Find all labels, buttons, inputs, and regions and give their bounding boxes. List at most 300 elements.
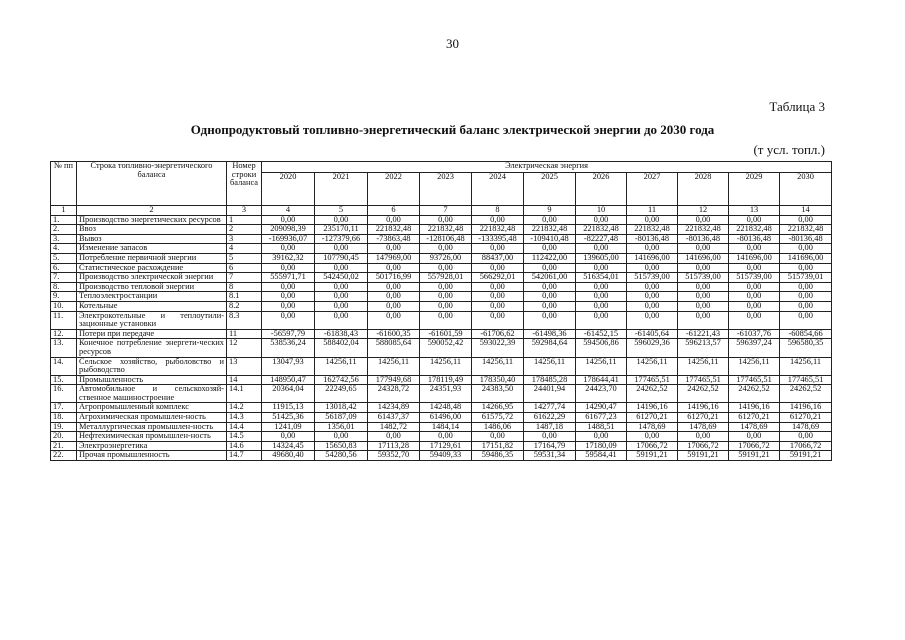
header-year: 2023 <box>420 173 472 206</box>
row-value: 542061,00 <box>524 273 576 283</box>
row-value: -61452,15 <box>576 329 627 339</box>
row-name: Сельское хозяйство, рыболовство и рыбоводство <box>77 357 227 375</box>
row-value: 112422,00 <box>524 253 576 263</box>
row-value: 0,00 <box>627 263 678 273</box>
row-value: 17113,28 <box>368 441 420 451</box>
row-number: 1. <box>51 215 77 225</box>
row-value: 0,00 <box>524 282 576 292</box>
row-value: 59191,21 <box>729 451 780 461</box>
table-row <box>51 413 832 423</box>
row-value: 1482,72 <box>368 422 420 432</box>
row-value: 1478,69 <box>780 422 832 432</box>
row-value: 221832,48 <box>729 225 780 235</box>
row-value: 24262,52 <box>780 385 832 403</box>
row-value: 24328,72 <box>368 385 420 403</box>
row-value: 17066,72 <box>780 441 832 451</box>
header-group: Электрическая энергия <box>262 162 832 173</box>
row-value: 0,00 <box>627 215 678 225</box>
row-name: Металлургическая промышлен-ность <box>77 422 227 432</box>
row-value: 0,00 <box>627 432 678 442</box>
table-row <box>51 403 832 413</box>
table-row <box>51 225 832 235</box>
row-value: 59191,21 <box>678 451 729 461</box>
column-index: 3 <box>227 206 262 216</box>
column-index: 10 <box>576 206 627 216</box>
row-value: -73863,48 <box>368 234 420 244</box>
row-value: 0,00 <box>315 301 368 311</box>
row-code: 5 <box>227 253 262 263</box>
row-value: -80136,48 <box>678 234 729 244</box>
row-value: 178350,40 <box>472 375 524 385</box>
table-row <box>51 357 832 375</box>
header-year: 2026 <box>576 173 627 206</box>
energy-balance-table <box>50 161 832 461</box>
row-number: 13. <box>51 339 77 357</box>
row-value: 17164,79 <box>524 441 576 451</box>
row-value: 221832,48 <box>576 225 627 235</box>
row-value: 594506,86 <box>576 339 627 357</box>
row-value: 0,00 <box>780 311 832 329</box>
row-number: 3. <box>51 234 77 244</box>
row-name: Конечное потребление энергети-ческих ресурсов <box>77 339 227 357</box>
row-value: 0,00 <box>678 301 729 311</box>
row-value: 566292,01 <box>472 273 524 283</box>
row-code: 7 <box>227 273 262 283</box>
row-value: 0,00 <box>627 282 678 292</box>
row-value: 1478,69 <box>729 422 780 432</box>
row-value: 0,00 <box>576 215 627 225</box>
row-value: 0,00 <box>678 215 729 225</box>
row-value: 22249,65 <box>315 385 368 403</box>
row-value: 61270,21 <box>729 413 780 423</box>
column-index: 12 <box>678 206 729 216</box>
table-row <box>51 375 832 385</box>
row-value: 0,00 <box>576 301 627 311</box>
row-code: 2 <box>227 225 262 235</box>
row-number: 6. <box>51 263 77 273</box>
header-year: 2025 <box>524 173 576 206</box>
row-value: 0,00 <box>420 292 472 302</box>
row-value: 39162,32 <box>262 253 315 263</box>
row-value: -109410,48 <box>524 234 576 244</box>
row-value: 542450,02 <box>315 273 368 283</box>
row-name: Потребление первичной энергии <box>77 253 227 263</box>
document-title: Однопродуктовый топливно-энергетический баланс электрической энергии до 2030 года <box>190 122 715 137</box>
row-value: 59409,33 <box>420 451 472 461</box>
row-name: Вывоз <box>77 234 227 244</box>
column-index: 5 <box>315 206 368 216</box>
row-value: 24383,50 <box>472 385 524 403</box>
row-value: 0,00 <box>472 263 524 273</box>
row-code: 14.2 <box>227 403 262 413</box>
table-row <box>51 244 832 254</box>
table-row <box>51 282 832 292</box>
row-value: 516354,01 <box>576 273 627 283</box>
row-number: 20. <box>51 432 77 442</box>
row-value: 0,00 <box>472 301 524 311</box>
row-value: 14196,16 <box>780 403 832 413</box>
row-value: 14196,16 <box>729 403 780 413</box>
row-value: 209098,39 <box>262 225 315 235</box>
column-index: 7 <box>420 206 472 216</box>
row-value: 139605,00 <box>576 253 627 263</box>
row-value: 0,00 <box>678 244 729 254</box>
row-name: Нефтехимическая промышлен-ность <box>77 432 227 442</box>
row-value: -82227,48 <box>576 234 627 244</box>
row-value: 221832,48 <box>472 225 524 235</box>
row-value: 0,00 <box>262 292 315 302</box>
row-value: 17066,72 <box>678 441 729 451</box>
row-value: 501716,99 <box>368 273 420 283</box>
row-value: 0,00 <box>472 215 524 225</box>
row-number: 15. <box>51 375 77 385</box>
row-value: 14196,16 <box>627 403 678 413</box>
row-number: 14. <box>51 357 77 375</box>
row-value: 0,00 <box>627 244 678 254</box>
header-year: 2020 <box>262 173 315 206</box>
row-value: 14290,47 <box>576 403 627 413</box>
row-number: 17. <box>51 403 77 413</box>
table-row <box>51 385 832 403</box>
row-value: 0,00 <box>262 215 315 225</box>
row-name: Производство тепловой энергии <box>77 282 227 292</box>
row-value: 0,00 <box>420 432 472 442</box>
row-value: 17066,72 <box>729 441 780 451</box>
header-row-code: Номер строки баланса <box>227 162 262 206</box>
row-code: 8.3 <box>227 311 262 329</box>
row-value: 0,00 <box>262 301 315 311</box>
row-value: 178644,41 <box>576 375 627 385</box>
table-row <box>51 451 832 461</box>
row-number: 9. <box>51 292 77 302</box>
row-value: 178485,28 <box>524 375 576 385</box>
row-value: -61706,62 <box>472 329 524 339</box>
row-value: 14256,11 <box>780 357 832 375</box>
row-value: -80136,48 <box>780 234 832 244</box>
row-value: 14196,16 <box>678 403 729 413</box>
row-value: 0,00 <box>262 282 315 292</box>
row-code: 14.3 <box>227 413 262 423</box>
row-name: Статистическое расхождение <box>77 263 227 273</box>
row-value: 0,00 <box>315 263 368 273</box>
table-row <box>51 441 832 451</box>
row-value: 141696,00 <box>678 253 729 263</box>
row-name: Теплоэлектростанции <box>77 292 227 302</box>
row-value: 59531,34 <box>524 451 576 461</box>
row-value: 177949,68 <box>368 375 420 385</box>
table-row <box>51 292 832 302</box>
row-name: Агропромышленный комплекс <box>77 403 227 413</box>
row-value: 588085,64 <box>368 339 420 357</box>
row-value: 14256,11 <box>729 357 780 375</box>
row-value: 515739,01 <box>780 273 832 283</box>
row-value: 221832,48 <box>780 225 832 235</box>
units-label: (т усл. топл.) <box>753 142 825 157</box>
row-value: 61677,23 <box>576 413 627 423</box>
row-value: 51425,36 <box>262 413 315 423</box>
row-value: 0,00 <box>678 292 729 302</box>
row-value: -56597,79 <box>262 329 315 339</box>
row-name: Электрокотельные и теплоутили-зационные установки <box>77 311 227 329</box>
row-code: 14.6 <box>227 441 262 451</box>
row-value: 515739,00 <box>627 273 678 283</box>
row-value: 0,00 <box>729 311 780 329</box>
row-value: 24351,93 <box>420 385 472 403</box>
row-value: 59486,35 <box>472 451 524 461</box>
row-value: -61600,35 <box>368 329 420 339</box>
row-value: 14256,11 <box>524 357 576 375</box>
table-row <box>51 329 832 339</box>
table-row <box>51 339 832 357</box>
row-value: 596029,36 <box>627 339 678 357</box>
row-value: 24262,52 <box>678 385 729 403</box>
row-value: 141696,00 <box>627 253 678 263</box>
row-value: 588402,04 <box>315 339 368 357</box>
row-value: 0,00 <box>729 282 780 292</box>
column-index: 9 <box>524 206 576 216</box>
row-name: Прочая промышленность <box>77 451 227 461</box>
row-value: 0,00 <box>576 244 627 254</box>
row-value: 0,00 <box>315 282 368 292</box>
row-name: Ввоз <box>77 225 227 235</box>
row-value: 59191,21 <box>627 451 678 461</box>
row-code: 8 <box>227 282 262 292</box>
row-value: 17066,72 <box>627 441 678 451</box>
row-value: 17129,61 <box>420 441 472 451</box>
row-value: 148950,47 <box>262 375 315 385</box>
row-value: 0,00 <box>780 301 832 311</box>
row-value: 0,00 <box>729 432 780 442</box>
row-value: 0,00 <box>315 244 368 254</box>
row-value: 0,00 <box>678 263 729 273</box>
row-name: Агрохимическая промышлен-ность <box>77 413 227 423</box>
row-value: 0,00 <box>576 311 627 329</box>
row-value: 221832,48 <box>420 225 472 235</box>
row-code: 8.2 <box>227 301 262 311</box>
row-number: 7. <box>51 273 77 283</box>
row-name: Промышленность <box>77 375 227 385</box>
row-value: 147969,00 <box>368 253 420 263</box>
row-value: 56187,09 <box>315 413 368 423</box>
row-number: 5. <box>51 253 77 263</box>
row-value: 0,00 <box>780 215 832 225</box>
row-code: 12 <box>227 339 262 357</box>
row-value: 61270,21 <box>627 413 678 423</box>
row-value: 0,00 <box>678 311 729 329</box>
row-name: Котельные <box>77 301 227 311</box>
row-value: 0,00 <box>368 301 420 311</box>
row-code: 8.1 <box>227 292 262 302</box>
row-value: 0,00 <box>780 432 832 442</box>
row-value: 13047,93 <box>262 357 315 375</box>
row-value: 0,00 <box>524 215 576 225</box>
row-number: 16. <box>51 385 77 403</box>
row-value: 1487,18 <box>524 422 576 432</box>
table-row <box>51 215 832 225</box>
row-value: 49680,40 <box>262 451 315 461</box>
row-value: 14256,11 <box>576 357 627 375</box>
row-number: 10. <box>51 301 77 311</box>
row-value: 0,00 <box>262 244 315 254</box>
row-name: Потери при передаче <box>77 329 227 339</box>
row-value: 59584,41 <box>576 451 627 461</box>
row-value: 0,00 <box>472 432 524 442</box>
row-value: 0,00 <box>576 263 627 273</box>
row-code: 1 <box>227 215 262 225</box>
row-value: 0,00 <box>780 244 832 254</box>
row-code: 14.7 <box>227 451 262 461</box>
row-value: 54280,56 <box>315 451 368 461</box>
row-value: -61498,36 <box>524 329 576 339</box>
row-value: 0,00 <box>729 263 780 273</box>
row-name: Изменение запасов <box>77 244 227 254</box>
row-value: 0,00 <box>315 215 368 225</box>
row-value: 221832,48 <box>368 225 420 235</box>
header-year: 2030 <box>780 173 832 206</box>
row-value: 0,00 <box>368 244 420 254</box>
row-value: 24262,52 <box>729 385 780 403</box>
row-code: 14.5 <box>227 432 262 442</box>
row-value: 61496,00 <box>420 413 472 423</box>
row-value: 14234,89 <box>368 403 420 413</box>
row-value: -61221,43 <box>678 329 729 339</box>
row-value: 17151,82 <box>472 441 524 451</box>
row-code: 3 <box>227 234 262 244</box>
row-value: 14277,74 <box>524 403 576 413</box>
table-row <box>51 422 832 432</box>
row-value: 1241,09 <box>262 422 315 432</box>
table-row <box>51 234 832 244</box>
row-value: 555971,71 <box>262 273 315 283</box>
row-value: 93726,00 <box>420 253 472 263</box>
row-value: -80136,48 <box>729 234 780 244</box>
row-name: Производство энергетических ресурсов <box>77 215 227 225</box>
row-value: 14248,48 <box>420 403 472 413</box>
table-row <box>51 263 832 273</box>
header-year: 2028 <box>678 173 729 206</box>
row-value: 178119,49 <box>420 375 472 385</box>
row-value: 177465,51 <box>780 375 832 385</box>
table-row <box>51 432 832 442</box>
row-value: 0,00 <box>472 311 524 329</box>
row-value: 0,00 <box>780 263 832 273</box>
header-num: № пп <box>51 162 77 206</box>
row-value: 0,00 <box>524 244 576 254</box>
row-value: 1478,69 <box>678 422 729 432</box>
row-value: 88437,00 <box>472 253 524 263</box>
row-value: 590052,42 <box>420 339 472 357</box>
row-value: 0,00 <box>627 292 678 302</box>
row-code: 6 <box>227 263 262 273</box>
row-value: 0,00 <box>729 301 780 311</box>
row-value: 24401,94 <box>524 385 576 403</box>
row-value: 1486,06 <box>472 422 524 432</box>
row-value: 0,00 <box>262 263 315 273</box>
row-value: 14256,11 <box>315 357 368 375</box>
column-index: 4 <box>262 206 315 216</box>
row-code: 14.1 <box>227 385 262 403</box>
table-row <box>51 301 832 311</box>
table-row <box>51 311 832 329</box>
row-number: 12. <box>51 329 77 339</box>
row-value: -61405,64 <box>627 329 678 339</box>
row-number: 18. <box>51 413 77 423</box>
row-value: 0,00 <box>368 282 420 292</box>
row-value: 221832,48 <box>524 225 576 235</box>
row-number: 4. <box>51 244 77 254</box>
row-value: 0,00 <box>420 282 472 292</box>
row-code: 4 <box>227 244 262 254</box>
row-value: 11915,13 <box>262 403 315 413</box>
row-number: 2. <box>51 225 77 235</box>
row-code: 13 <box>227 357 262 375</box>
row-value: 596397,24 <box>729 339 780 357</box>
row-value: 0,00 <box>576 282 627 292</box>
row-value: 596213,57 <box>678 339 729 357</box>
row-value: 221832,48 <box>678 225 729 235</box>
row-value: 0,00 <box>780 282 832 292</box>
row-value: -133395,48 <box>472 234 524 244</box>
column-index: 13 <box>729 206 780 216</box>
row-value: 107790,45 <box>315 253 368 263</box>
row-value: 0,00 <box>627 311 678 329</box>
row-value: 61270,21 <box>678 413 729 423</box>
row-name: Электроэнергетика <box>77 441 227 451</box>
row-value: 0,00 <box>524 432 576 442</box>
row-value: 59352,70 <box>368 451 420 461</box>
row-value: 61437,37 <box>368 413 420 423</box>
row-value: 221832,48 <box>627 225 678 235</box>
row-value: 538536,24 <box>262 339 315 357</box>
row-value: 0,00 <box>729 292 780 302</box>
row-value: 0,00 <box>576 292 627 302</box>
row-number: 21. <box>51 441 77 451</box>
row-name: Автомобильное и сельскохозяй-ственное машиностроение <box>77 385 227 403</box>
row-value: -61037,76 <box>729 329 780 339</box>
row-value: 0,00 <box>368 292 420 302</box>
row-value: 17180,09 <box>576 441 627 451</box>
row-value: 1356,01 <box>315 422 368 432</box>
row-value: 0,00 <box>472 244 524 254</box>
row-value: 177465,51 <box>627 375 678 385</box>
row-value: 14256,11 <box>420 357 472 375</box>
row-value: 557928,01 <box>420 273 472 283</box>
row-value: 0,00 <box>420 244 472 254</box>
row-value: 24423,70 <box>576 385 627 403</box>
row-value: 0,00 <box>729 244 780 254</box>
row-value: 14266,95 <box>472 403 524 413</box>
row-value: 0,00 <box>524 263 576 273</box>
row-value: 14256,11 <box>627 357 678 375</box>
row-value: 592984,64 <box>524 339 576 357</box>
row-value: 177465,51 <box>729 375 780 385</box>
row-value: 0,00 <box>368 263 420 273</box>
header-row-name: Строка топливно-энергетического баланса <box>77 162 227 206</box>
page-number: 30 <box>446 36 459 51</box>
table-label: Таблица 3 <box>769 99 825 114</box>
row-number: 8. <box>51 282 77 292</box>
header-year: 2024 <box>472 173 524 206</box>
row-name: Производство электрической энергии <box>77 273 227 283</box>
row-value: -61601,59 <box>420 329 472 339</box>
row-value: 0,00 <box>472 292 524 302</box>
row-value: 515739,00 <box>729 273 780 283</box>
row-value: 593022,39 <box>472 339 524 357</box>
row-value: 61622,29 <box>524 413 576 423</box>
row-value: 0,00 <box>262 311 315 329</box>
row-value: 0,00 <box>420 311 472 329</box>
row-value: 596580,35 <box>780 339 832 357</box>
